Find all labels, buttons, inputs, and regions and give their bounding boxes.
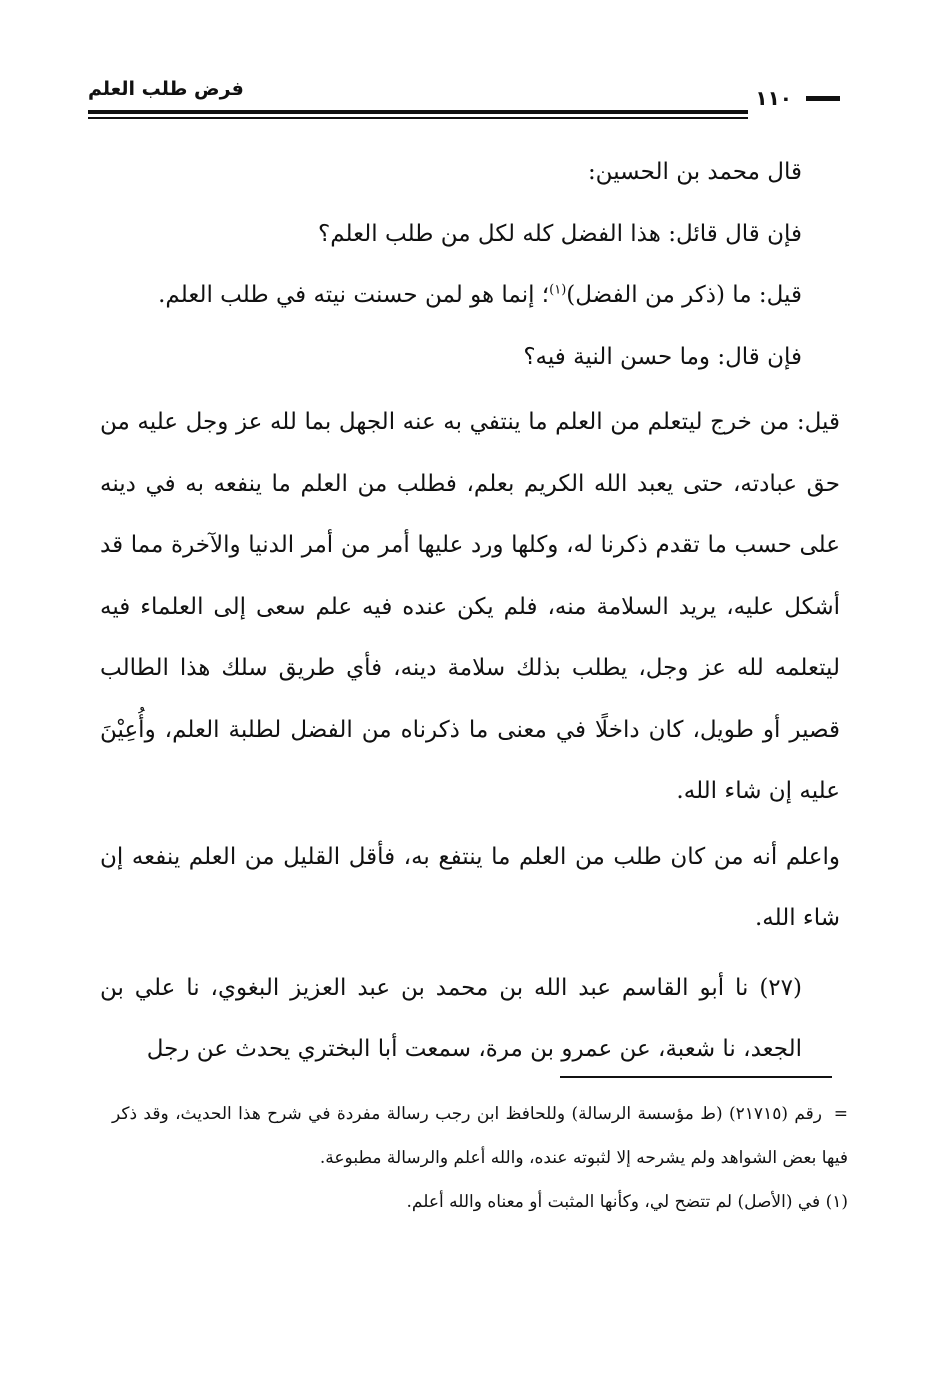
footnote-separator [560,1076,832,1078]
paragraph-question-1: فإن قال قائل: هذا الفضل كله لكل من طلب العلم؟ [318,220,802,247]
paragraph-note: واعلم أنه من كان طلب من العلم ما ينتفع به، فأقل القليل من العلم ينفعه إن شاء الله. [100,843,840,931]
header-rule-thin [88,117,748,119]
footnote-1: (١) في (الأصل) لم تتضح لي، وكأنها المثبت أو معناه والله أعلم. [406,1192,848,1212]
paragraph-answer-1 [100,265,840,327]
header-rule-thick [88,110,748,114]
page-number-dash [806,96,840,101]
paragraph-answer-2: قيل: من خرج ليتعلم من العلم ما ينتفي به عنه الجهل بما لله عز وجل عليه من حق عبادته، حتى يعبد الله الكريم بعلم، فطلب من العلم ما ينفعه به في دينه على حسب ما تقدم ذكرنا له، وكلها ورد عليها أمر من أمر الدنيا والآخرة مما قد أشكل عليه، يريد السلامة منه، فلم يكن عنده فيه علم سعى إلى العلماء فيه ليتعلمه لله عز وجل، يطلب بذلك سلامة دينه، فأي طريق سلك هذا الطالب قصير أو طويل، كان داخلًا في معنى ما ذكرناه من الفضل لطلبة العلم، وأُعِيْنَ عليه إن شاء الله. [100,409,840,804]
main-text [100,142,840,1081]
paragraph-question-2: فإن قال: وما حسن النية فيه؟ [523,343,802,370]
continuation-text: رقم (٢١٧١٥) (ط مؤسسة الرسالة) وللحافظ ابن رجب رسالة مفردة في شرح هذا الحديث، وقد ذكر فيها بعض الشواهد ولم يشرحه إلا لثبوته عنده، والله أعلم والرسالة مطبوعة. [112,1104,848,1168]
page-number: ١١٠ [755,86,792,110]
paragraph-speaker: قال محمد بن الحسين: [587,159,802,185]
answer-1-end: ؛ إنما هو لمن حسنت نيته في طلب العلم. [158,282,550,308]
footnote-continuation [112,1092,848,1180]
continuation-marker: = [833,1104,848,1124]
footnote-ref-1: (١) [549,282,567,298]
footnotes [112,1092,848,1224]
page-header [88,66,840,126]
running-title: فرض طلب العلم [88,78,244,100]
paragraph-hadith-27: (٢٧) نا أبو القاسم عبد الله بن محمد بن عبد العزيز البغوي، نا علي بن الجعد، نا شعبة، عن عمرو بن مرة، سمعت أبا البختري يحدث عن رجل [100,974,802,1062]
answer-1-start: قيل: ما (ذكر من الفضل) [566,282,802,308]
